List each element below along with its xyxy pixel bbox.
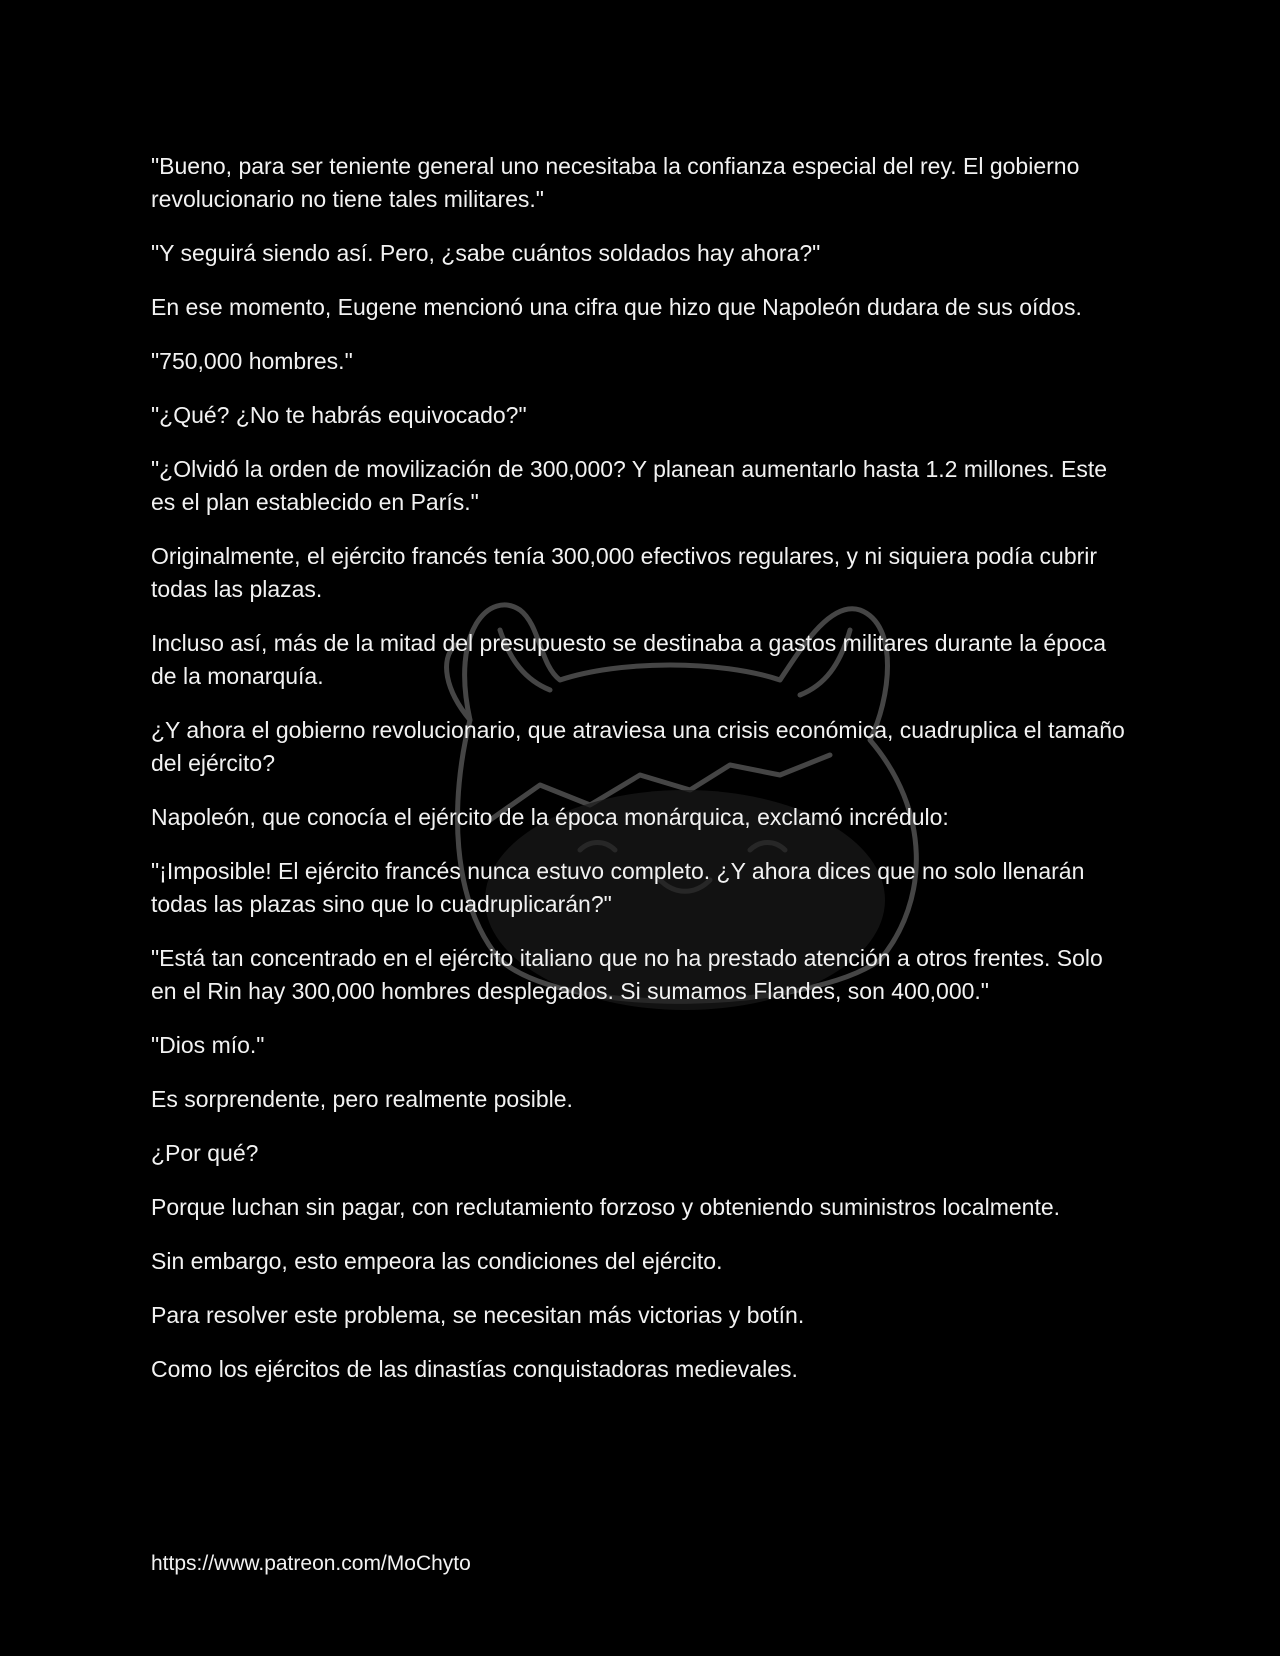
paragraph: "¿Olvidó la orden de movilización de 300,000? Y planean aumentarlo hasta 1.2 millones. Este es el plan establecido en París." [151,456,1108,515]
paragraph: "750,000 hombres." [151,348,353,374]
paragraph: En ese momento, Eugene mencionó una cifra que hizo que Napoleón dudara de sus oídos. [151,294,1082,320]
paragraph: Como los ejércitos de las dinastías conquistadoras medievales. [151,1356,798,1382]
paragraph: Es sorprendente, pero realmente posible. [151,1086,573,1112]
paragraph: "¡Imposible! El ejército francés nunca estuvo completo. ¿Y ahora dices que no solo llenarán todas las plazas sino que lo cuadruplicarán?" [151,858,1085,917]
story-text [151,150,1131,1407]
paragraph: "Bueno, para ser teniente general uno necesitaba la confianza especial del rey. El gobierno revolucionario no tiene tales militares." [151,153,1080,212]
paragraph: Para resolver este problema, se necesitan más victorias y botín. [151,1302,805,1328]
patreon-link[interactable]: https://www.patreon.com/MoChyto [151,1552,471,1575]
paragraph: "Dios mío." [151,1032,265,1058]
paragraph: "Y seguirá siendo así. Pero, ¿sabe cuántos soldados hay ahora?" [151,240,821,266]
paragraph: "¿Qué? ¿No te habrás equivocado?" [151,402,527,428]
paragraph: "Está tan concentrado en el ejército italiano que no ha prestado atención a otros frentes. Solo en el Rin hay 300,000 hombres desplegados. Si sumamos Flandes, son 400,000." [151,945,1103,1004]
paragraph: Sin embargo, esto empeora las condiciones del ejército. [151,1248,723,1274]
paragraph: ¿Por qué? [151,1140,259,1166]
paragraph: Napoleón, que conocía el ejército de la época monárquica, exclamó incrédulo: [151,804,949,830]
paragraph: Incluso así, más de la mitad del presupuesto se destinaba a gastos militares durante la época de la monarquía. [151,630,1107,689]
paragraph: Originalmente, el ejército francés tenía 300,000 efectivos regulares, y ni siquiera podía cubrir todas las plazas. [151,543,1098,602]
paragraph: ¿Y ahora el gobierno revolucionario, que atraviesa una crisis económica, cuadruplica el tamaño del ejército? [151,717,1125,776]
paragraph: Porque luchan sin pagar, con reclutamiento forzoso y obteniendo suministros localmente. [151,1194,1061,1220]
